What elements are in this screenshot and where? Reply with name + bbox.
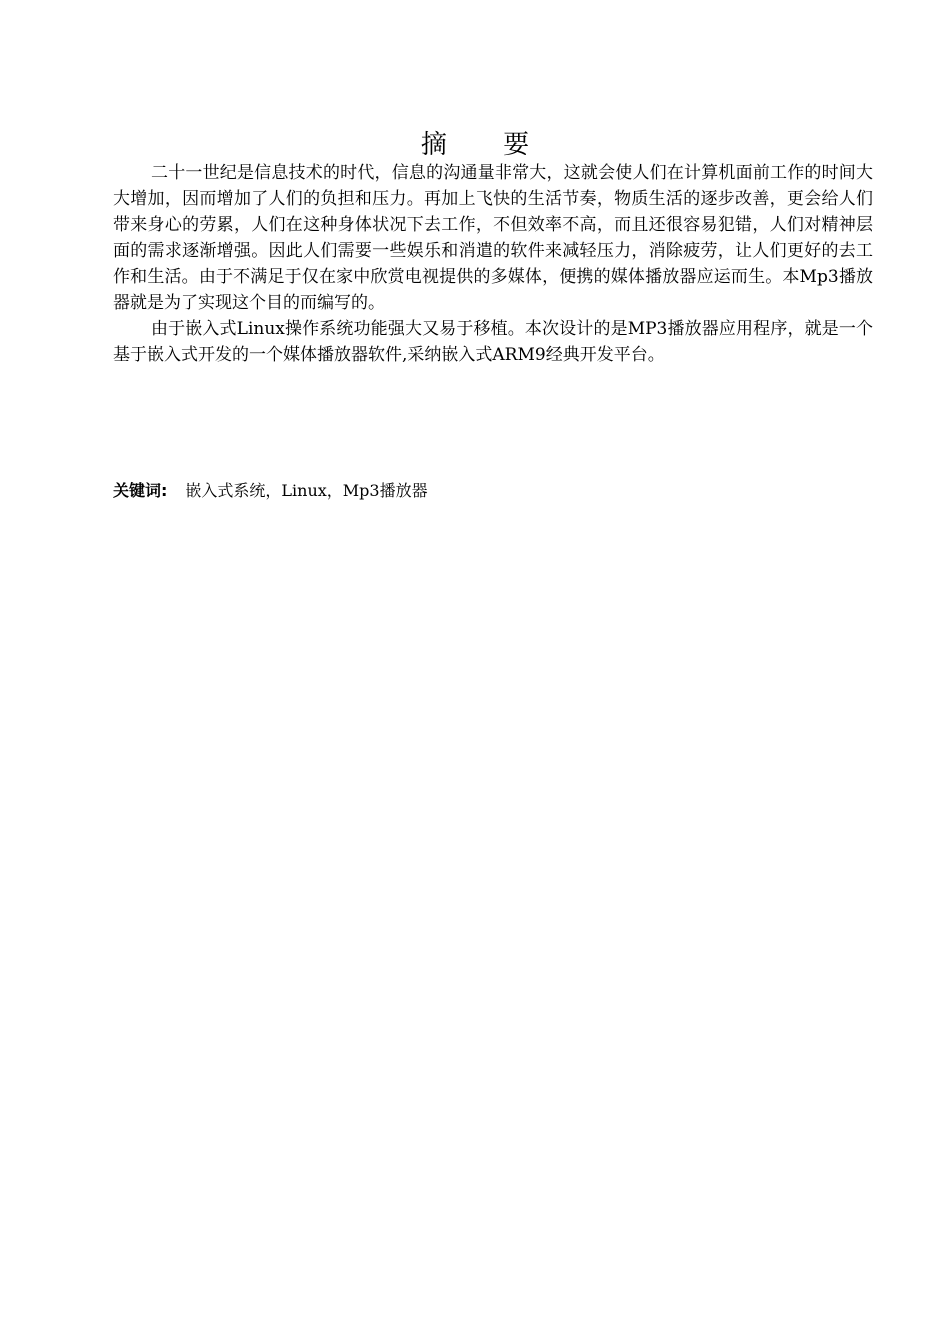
abstract-paragraph-2: 由于嵌入式Linux操作系统功能强大又易于移植。本次设计的是MP3播放器应用程序，就是一个基于嵌入式开发的一个媒体播放器软件,采纳嵌入式ARM9经典开发平台。	[113, 319, 873, 365]
keywords-line	[113, 478, 873, 504]
abstract-body	[113, 160, 873, 368]
keywords-value: 嵌入式系统，Linux，Mp3播放器	[185, 481, 428, 500]
page-title: 摘 要	[420, 130, 554, 160]
keywords-label: 关键词:	[113, 481, 168, 500]
abstract-paragraph-1: 二十一世纪是信息技术的时代，信息的沟通量非常大，这就会使人们在计算机面前工作的时间大大增加，因而增加了人们的负担和压力。再加上飞快的生活节奏，物质生活的逐步改善，更会给人们带来身心的劳累，人们在这种身体状况下去工作，不但效率不高，而且还很容易犯错，人们对精神层面的需求逐渐增强。因此人们需要一些娱乐和消遣的软件来减轻压力，消除疲劳，让人们更好的去工作和生活。由于不满足于仅在家中欣赏电视提供的多媒体，便携的媒体播放器应运而生。本Mp3播放器就是为了实现这个目的而编写的。	[113, 163, 873, 313]
